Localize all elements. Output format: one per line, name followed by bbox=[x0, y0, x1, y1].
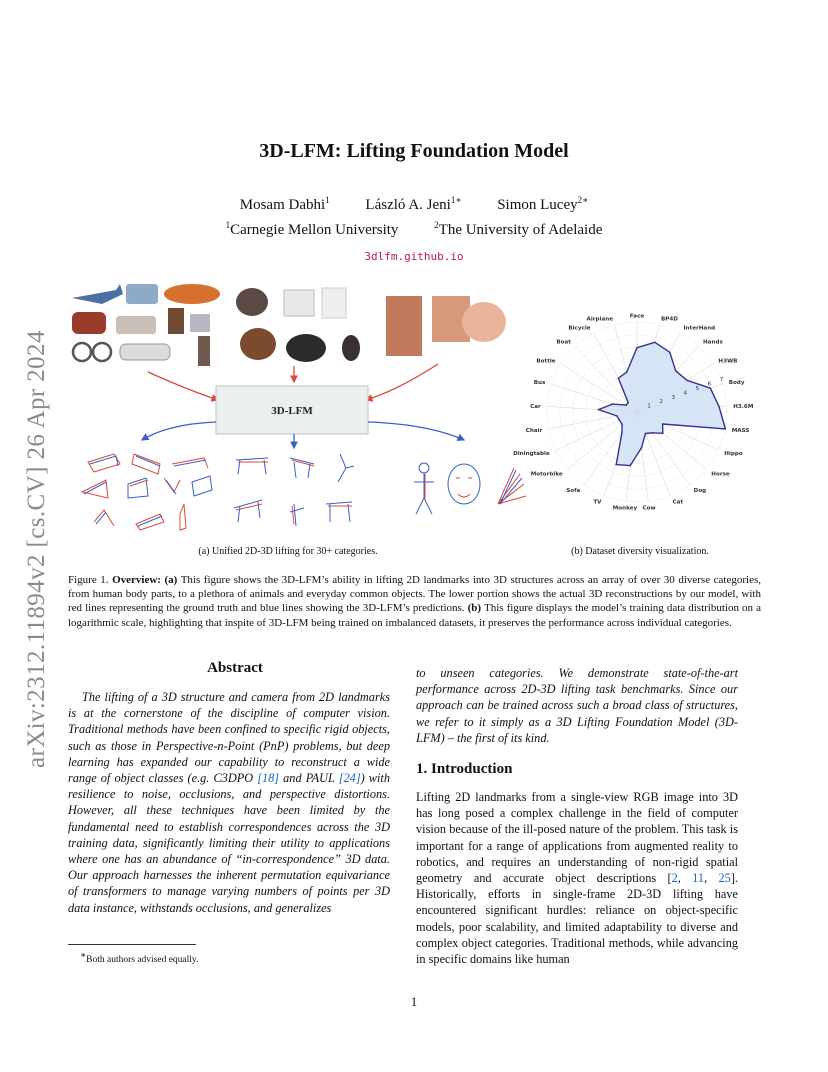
radar-point-hands bbox=[675, 370, 677, 372]
radar-point-cat bbox=[645, 433, 647, 435]
citation-24[interactable]: [24] bbox=[338, 771, 361, 786]
object-thumbnails bbox=[72, 284, 506, 366]
subcaption-a: (a) Unified 2D-3D lifting for 30+ categories. bbox=[198, 546, 378, 557]
radar-point-boat bbox=[627, 402, 629, 404]
human-reconstructions bbox=[414, 463, 526, 514]
citation-11[interactable]: 11 bbox=[692, 871, 705, 886]
radar-label-bottle: Bottle bbox=[536, 358, 556, 365]
citation-18[interactable]: [18] bbox=[257, 771, 280, 786]
bicycle-wheel bbox=[93, 343, 111, 361]
hippo-image bbox=[236, 288, 268, 316]
hand-image bbox=[462, 302, 506, 342]
radar-point-dog bbox=[651, 432, 653, 434]
abstract-heading: Abstract bbox=[207, 660, 263, 676]
affiliation-list bbox=[0, 220, 828, 239]
paper-title: 3D-LFM: Lifting Foundation Model bbox=[259, 140, 569, 162]
caption-text-a: This figure shows the 3D-LFM’s ability in lifting 2D landmarks into 3D structures across an array of over 30 diverse categories, from human body parts, to a plethora of animals and everyday common objects. The lower portion shows the actual 3D reconstructions by our model, with red lines representing the ground truth and blue lines showing the 3D-LFM’s predictions. bbox=[68, 574, 761, 615]
author-1: Mosam Dabhi$^1$ bbox=[239, 195, 330, 213]
input-arrow-left bbox=[148, 372, 218, 400]
radar-label-monkey: Monkey bbox=[612, 505, 638, 512]
citation-25[interactable]: 25 bbox=[718, 871, 731, 886]
radar-label-boat: Boat bbox=[556, 339, 571, 346]
radar-point-monkey bbox=[629, 465, 631, 467]
radar-point-tv bbox=[615, 464, 617, 466]
radar-label-bicycle: Bicycle bbox=[568, 325, 591, 332]
radar-label-hippo: Hippo bbox=[724, 451, 743, 458]
radar-point-mass bbox=[725, 428, 727, 430]
radar-label-mass: MASS bbox=[731, 428, 750, 435]
radar-point-h3.6m bbox=[718, 406, 720, 408]
abstract-paragraph-continued: to unseen categories. We demonstrate state-of-the-art performance across 2D-3D lifting task benchmarks. Since our approach can be trained across such a broad class of structures, we refer to it simply as a 3D Lifting Foundation Model (3D-LFM) – the first of its kind. bbox=[416, 666, 738, 745]
radar-label-chair: Chair bbox=[525, 428, 543, 435]
radar-point-bp4d bbox=[654, 341, 656, 343]
radar-label-car: Car bbox=[530, 403, 541, 410]
radar-label-face: Face bbox=[629, 313, 645, 320]
bus-image bbox=[126, 284, 158, 304]
boat-image bbox=[164, 284, 220, 304]
radar-point-body bbox=[710, 387, 712, 389]
radar-tick-label: 1 bbox=[647, 403, 651, 410]
introduction-paragraph: Lifting 2D landmarks from a single-view RGB image into 3D has long posed a complex challenge in the field of computer vision because of the ill-posed nature of the problem. This task is important for a range of applications from augmented reality to robotics, and requires an understanding of non-rigid spatial geometry and accurate object descriptions [2, 11, 25]. Historically, efforts in single-frame 2D-3D lifting have encountered significant hurdles: reliance on object-specific models, poor scalability, and limited adaptability to diverse and complex object categories. Traditional methods, while advancing in specific domains like human bbox=[416, 790, 738, 967]
radar-label-h3wb: H3WB bbox=[718, 358, 738, 365]
figure-label: Figure 1. bbox=[68, 574, 109, 586]
caption-bold-b: (b) bbox=[467, 602, 482, 615]
affiliation-2: $^2$The University of Adelaide bbox=[434, 220, 603, 238]
author-list bbox=[0, 195, 828, 214]
subcaption-b: (b) Dataset diversity visualization. bbox=[571, 546, 709, 557]
airplane-image bbox=[72, 284, 123, 304]
radar-label-tv: TV bbox=[593, 499, 602, 506]
cat-image bbox=[342, 335, 360, 361]
radar-point-car bbox=[598, 409, 600, 411]
model-box-label: 3D-LFM bbox=[271, 405, 313, 417]
radar-label-motorbike: Motorbike bbox=[530, 471, 563, 478]
radar-point-diningtable bbox=[619, 419, 621, 421]
output-arrow-left bbox=[142, 422, 216, 440]
radar-point-bus bbox=[612, 403, 614, 405]
radar-point-interhand bbox=[669, 351, 671, 353]
horse-image bbox=[240, 328, 276, 360]
radar-point-horse bbox=[662, 433, 664, 435]
bottle-image bbox=[198, 336, 210, 366]
input-arrow-right bbox=[366, 364, 438, 400]
radar-label-hands: Hands bbox=[703, 339, 723, 346]
radar-label-h3.6m: H3.6M bbox=[733, 403, 754, 410]
radar-tick-label: 5 bbox=[695, 385, 700, 392]
caption-bold-a: Overview: (a) bbox=[112, 574, 178, 586]
radar-label-cow: Cow bbox=[642, 505, 656, 512]
dog-image bbox=[284, 290, 314, 316]
radar-point-bottle bbox=[625, 404, 627, 406]
project-website-link[interactable]: 3dlfm.github.io bbox=[364, 250, 464, 263]
radar-label-bus: Bus bbox=[533, 380, 546, 387]
lifting-overview-figure bbox=[68, 278, 508, 540]
body-image bbox=[386, 296, 422, 356]
citation-2[interactable]: 2 bbox=[671, 871, 678, 886]
monkey-image bbox=[286, 334, 326, 362]
radar-point-face bbox=[636, 347, 638, 349]
dataset-diversity-radar-chart bbox=[513, 313, 754, 522]
radar-label-interhand: InterHand bbox=[683, 325, 716, 332]
footnote-rule bbox=[68, 944, 196, 945]
page-number: 1 bbox=[410, 994, 418, 1009]
radar-point-chair bbox=[616, 415, 618, 417]
arxiv-identifier: arXiv:2312.11894v2 [cs.CV] 26 Apr 2024 bbox=[23, 330, 50, 768]
radar-point-sofa bbox=[621, 432, 623, 434]
author-3: Simon Lucey$^{2∗}$ bbox=[497, 195, 589, 213]
tv-image bbox=[190, 314, 210, 332]
radar-point-bicycle bbox=[618, 377, 620, 379]
radar-label-cat: Cat bbox=[672, 499, 684, 506]
caption-text-b: This figure displays the model’s training data distribution on a logarithmic scale, highlighting that inspite of 3D-LFM being trained on imbalanced datasets, it preserves the performance across individual categories. bbox=[68, 602, 761, 629]
radar-label-diningtable: Diningtable bbox=[513, 451, 550, 458]
motorbike-image bbox=[72, 312, 106, 334]
radar-tick-label: 6 bbox=[707, 381, 712, 388]
radar-tick-label: 2 bbox=[659, 399, 663, 406]
cow-image bbox=[322, 288, 346, 318]
radar-point-cow bbox=[641, 447, 643, 449]
radar-label-airplane: Airplane bbox=[586, 316, 614, 323]
animal-reconstructions bbox=[234, 454, 354, 526]
output-arrow-right bbox=[368, 422, 464, 440]
sofa-image bbox=[116, 316, 156, 334]
radar-point-motorbike bbox=[621, 423, 623, 425]
footnote: ∗Both authors advised equally. bbox=[80, 950, 199, 966]
radar-tick-label: 7 bbox=[719, 377, 724, 384]
radar-label-dog: Dog bbox=[693, 488, 707, 495]
radar-label-sofa: Sofa bbox=[566, 488, 581, 495]
reconstructions bbox=[82, 454, 526, 530]
arxiv-stamp bbox=[10, 290, 58, 770]
radar-tick-label: 4 bbox=[683, 390, 688, 397]
figure-caption bbox=[68, 573, 761, 630]
radar-label-body: Body bbox=[728, 380, 745, 387]
radar-tick-label: 3 bbox=[671, 394, 676, 401]
abstract-paragraph: The lifting of a 3D structure and camera from 2D landmarks is at the cornerstone of the discipline of computer vision. Traditional methods have been confined to specific rigid objects, such as those in Perspective-n-Point (PnP) problems, but deep learning has expanded our capability to reconstruct a wide range of object classes (e.g. C3DPO [18] and PAUL [24]) with resilience to noise, occlusions, and perspective distortions. However, all these techniques have been limited by the fundamental need to establish correspondences across the 3D training data, significantly limiting their utility to applications where one has an abundance of “in-correspondence” 3D data. Our approach harnesses the inherent permutation equivariance of transformers to manage varying numbers of points per 3D data instance, withstands occlusions, and generalizes bbox=[68, 690, 390, 915]
chair-image bbox=[168, 308, 184, 334]
author-2: László A. Jeni$^{1∗}$ bbox=[365, 195, 462, 213]
car-image bbox=[120, 344, 170, 360]
object-reconstructions bbox=[82, 454, 212, 530]
introduction-heading: 1. Introduction bbox=[416, 761, 513, 777]
radar-label-bp4d: BP4D bbox=[660, 316, 678, 323]
bicycle-image bbox=[73, 343, 91, 361]
radar-label-horse: Horse bbox=[711, 471, 730, 478]
radar-point-airplane bbox=[626, 371, 628, 373]
radar-point-hippo bbox=[662, 423, 664, 425]
radar-point-h3wb bbox=[686, 380, 688, 382]
affiliation-1: $^1$Carnegie Mellon University bbox=[225, 220, 399, 238]
